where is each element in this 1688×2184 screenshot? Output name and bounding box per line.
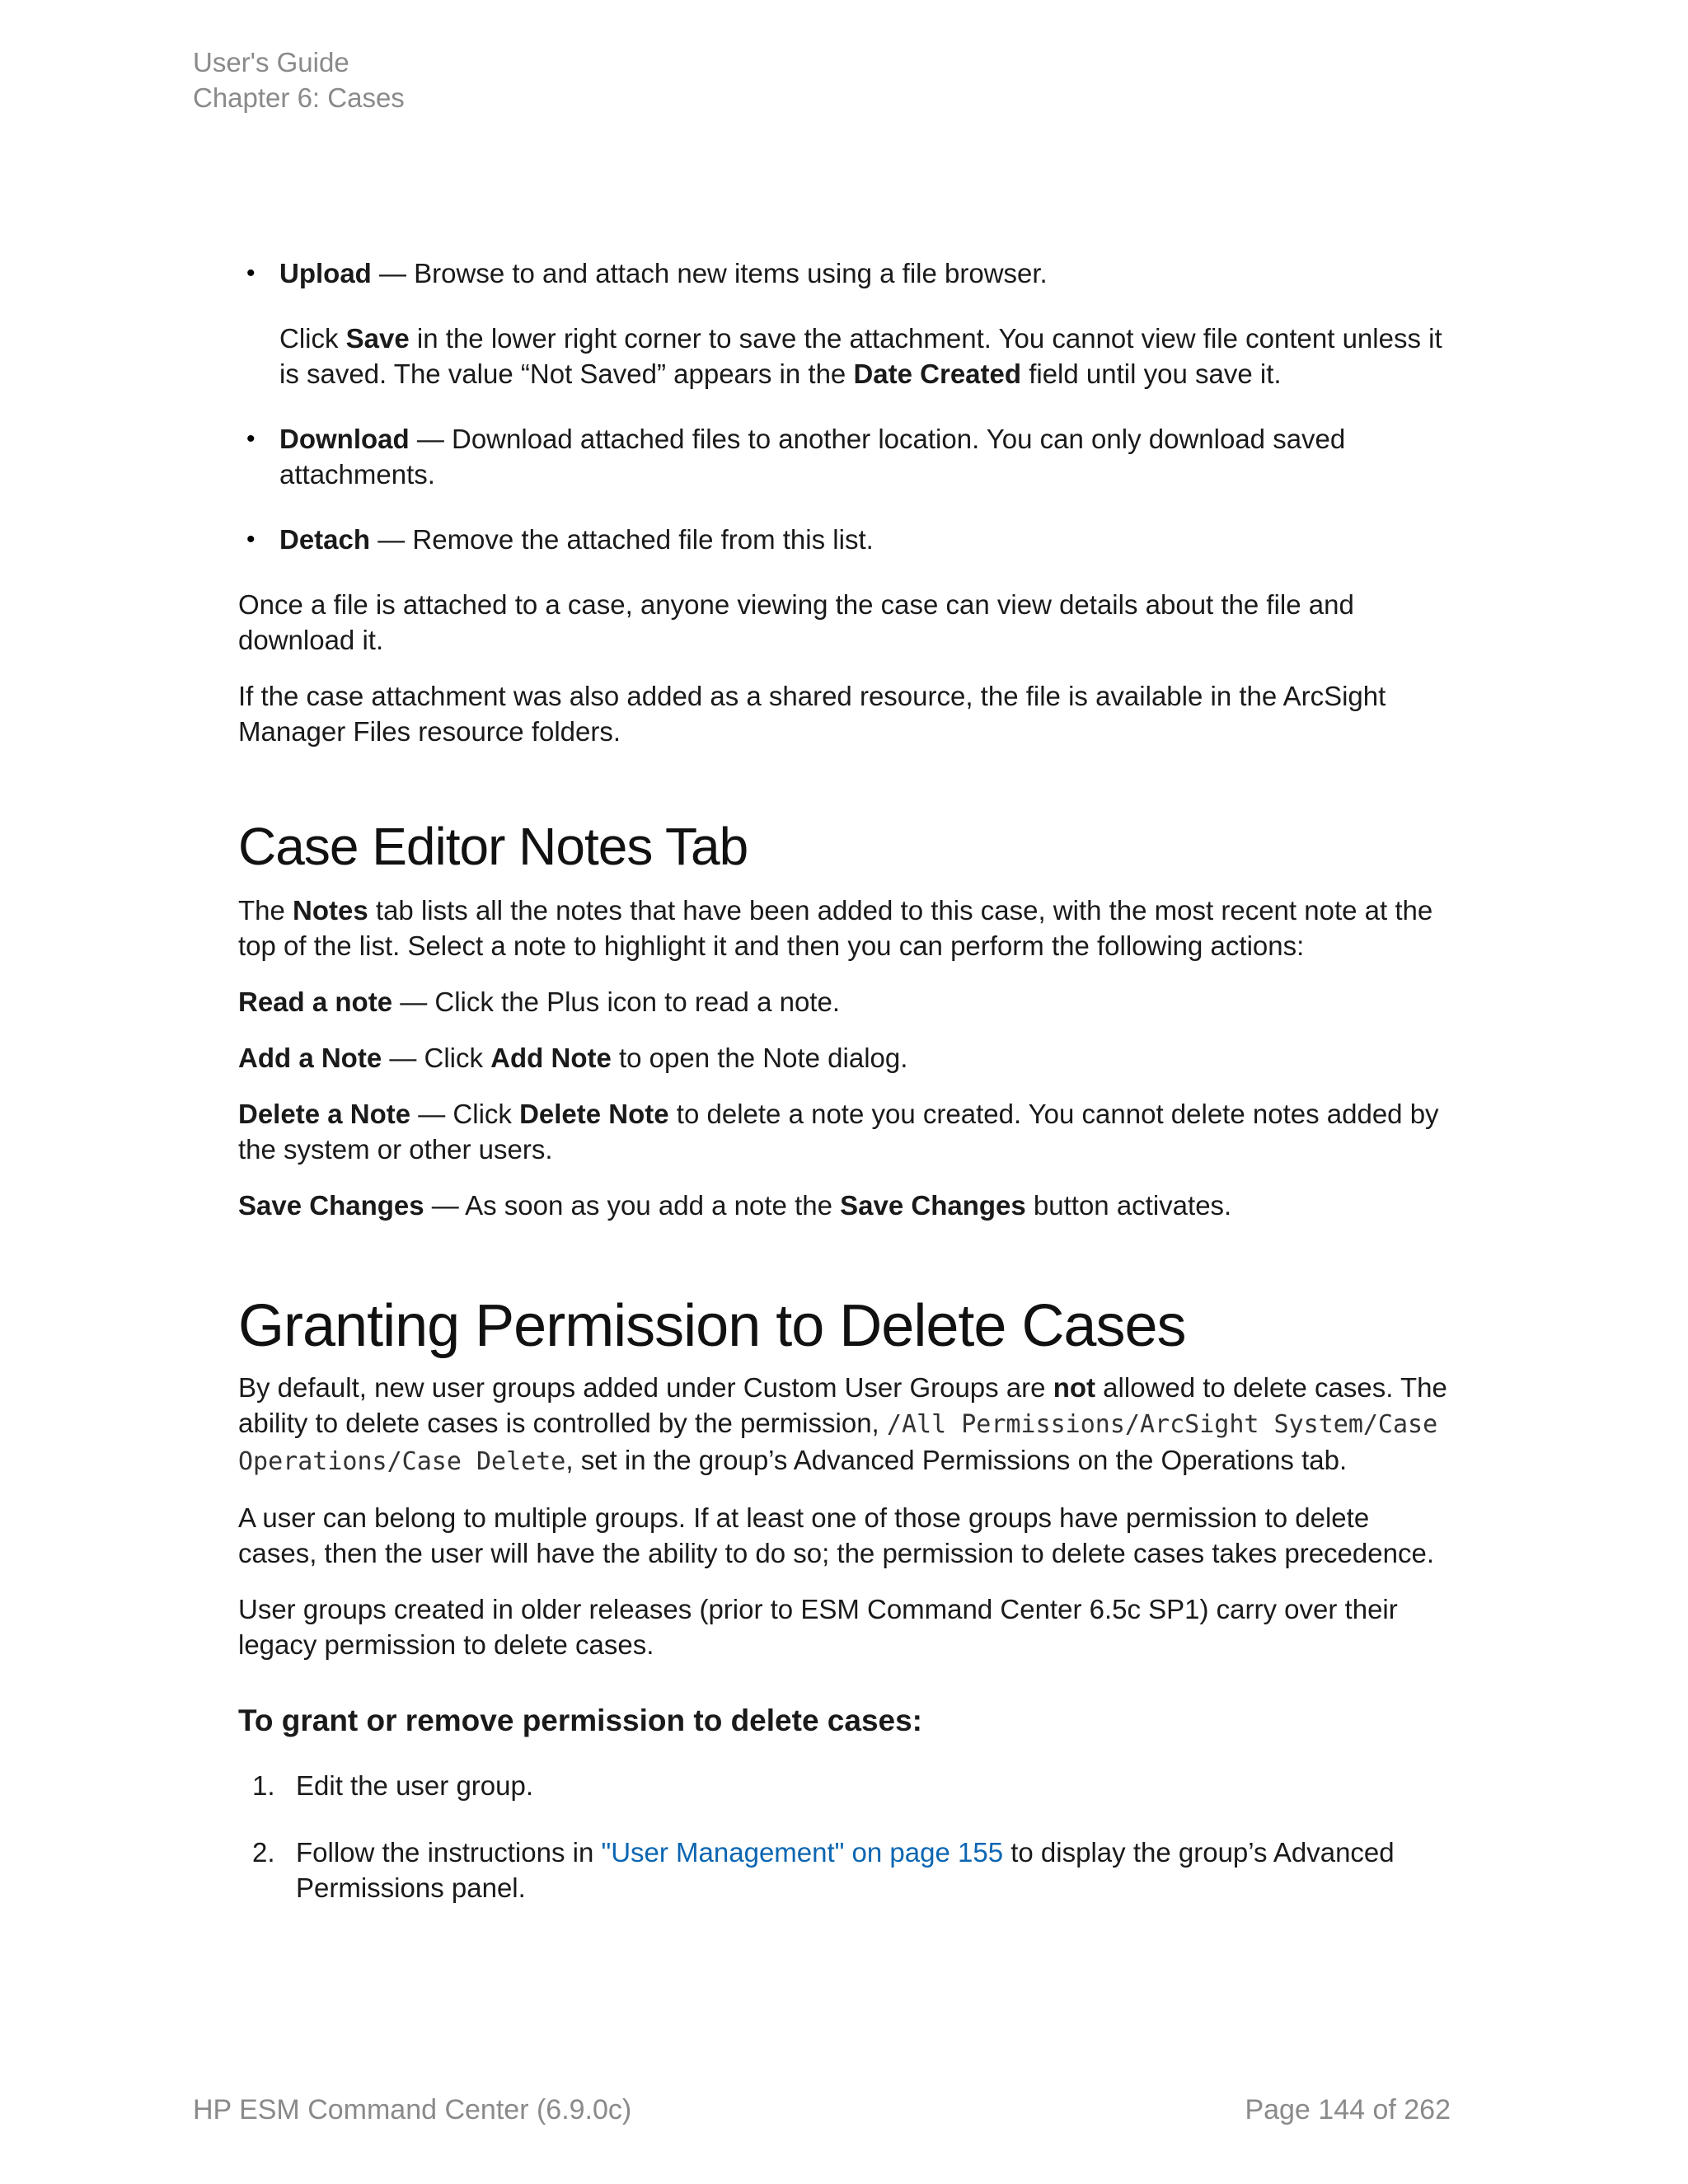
- step-1-text: Edit the user group.: [296, 1770, 534, 1801]
- notes-intro-text-2: tab lists all the notes that have been added to this case, with the most recent note at the top of the list. Select a note to highlight it and then you can perform the following actions:: [238, 895, 1433, 961]
- procedure-heading: To grant or remove permission to delete cases:: [238, 1704, 923, 1737]
- add-note-term: Add a Note: [238, 1043, 382, 1073]
- perm-para-1-text-1: By default, new user groups added under Custom User Groups are: [238, 1372, 1053, 1403]
- delete-permission-heading: Granting Permission to Delete Cases: [238, 1293, 1186, 1359]
- attach-para-2: If the case attachment was also added as a shared resource, the file is available in the ArcSight Manager Files resource folders.: [238, 681, 1386, 747]
- download-text: — Download attached files to another location. You can only download saved attachments.: [279, 424, 1346, 490]
- upload-note-text-3: field until you save it.: [1021, 359, 1282, 389]
- notes-intro-notes: Notes: [293, 895, 368, 926]
- notes-tab-heading: Case Editor Notes Tab: [238, 817, 748, 876]
- save-changes-button-name: Save Changes: [840, 1190, 1026, 1221]
- step-2-text-1: Follow the instructions in: [296, 1837, 602, 1868]
- save-changes-term: Save Changes: [238, 1190, 424, 1221]
- add-note-text-1: — Click: [382, 1043, 491, 1073]
- read-note-text: — Click the Plus icon to read a note.: [392, 987, 840, 1017]
- perm-para-1: [238, 1370, 1450, 1479]
- notes-intro-text-1: The: [238, 895, 293, 926]
- step-2: [238, 1835, 1450, 1905]
- step-1-number: 1.: [252, 1770, 275, 1801]
- user-management-link[interactable]: "User Management" on page 155: [601, 1837, 1004, 1868]
- add-note-para: [238, 1040, 1450, 1076]
- attach-para-1: Once a file is attached to a case, anyone viewing the case can view details about the file and download it.: [238, 589, 1354, 655]
- page-content: [238, 255, 1450, 1905]
- upload-note-text-1: Click: [279, 323, 346, 354]
- step-2-number: 2.: [252, 1837, 275, 1868]
- read-note-para: [238, 984, 1450, 1019]
- header-chapter-title: Chapter 6: Cases: [193, 82, 405, 113]
- perm-para-1-text-2: allowed to delete cases. The ability to delete cases is controlled by the permission,: [238, 1372, 1447, 1438]
- read-note-term: Read a note: [238, 987, 393, 1017]
- download-bullet: [238, 421, 1450, 492]
- delete-note-text-2: to delete a note you created. You cannot delete notes added by the system or other users.: [238, 1099, 1439, 1165]
- detach-bullet: [238, 522, 1450, 557]
- detach-term: Detach: [279, 524, 371, 555]
- save-changes-para: [238, 1188, 1450, 1223]
- perm-para-1-not: not: [1053, 1372, 1096, 1403]
- upload-note: [279, 321, 1450, 391]
- perm-para-2: A user can belong to multiple groups. If at least one of those groups have permission to delete cases, then the user will have the ability to do so; the permission to delete cases takes precedence.: [238, 1502, 1434, 1568]
- header-guide-title: User's Guide: [193, 47, 349, 77]
- notes-intro: [238, 893, 1450, 963]
- save-changes-text-1: — As soon as you add a note the: [424, 1190, 841, 1221]
- delete-note-text-1: — Click: [410, 1099, 520, 1129]
- running-header: [193, 45, 405, 115]
- step-2-text-2: to display the group’s Advanced Permissions panel.: [296, 1837, 1395, 1903]
- footer-product: HP ESM Command Center (6.9.0c): [193, 2094, 632, 2125]
- delete-note-para: [238, 1096, 1450, 1167]
- permission-path-code: /All Permissions/ArcSight System/Case Operations/Case Delete: [238, 1410, 1438, 1476]
- delete-note-button-name: Delete Note: [519, 1099, 669, 1129]
- detach-text: — Remove the attached file from this list.: [370, 524, 874, 555]
- download-term: Download: [279, 424, 410, 454]
- upload-bullet: [238, 255, 1450, 291]
- add-note-button-name: Add Note: [490, 1043, 612, 1073]
- upload-term: Upload: [279, 258, 372, 288]
- step-1: [238, 1768, 1450, 1803]
- save-changes-text-2: button activates.: [1025, 1190, 1232, 1221]
- add-note-text-2: to open the Note dialog.: [611, 1043, 908, 1073]
- upload-text: — Browse to and attach new items using a file browser.: [371, 258, 1048, 288]
- upload-note-text-2: in the lower right corner to save the attachment. You cannot view file content unless it is saved. The value “Not Saved” appears in the: [279, 323, 1442, 389]
- footer-page-number: Page 144 of 262: [1245, 2094, 1451, 2125]
- upload-note-date-created: Date Created: [853, 359, 1022, 389]
- delete-note-term: Delete a Note: [238, 1099, 411, 1129]
- perm-para-1-text-3: , set in the group’s Advanced Permissions on the Operations tab.: [565, 1445, 1348, 1475]
- perm-para-3: User groups created in older releases (prior to ESM Command Center 6.5c SP1) carry over their legacy permission to delete cases.: [238, 1594, 1398, 1660]
- upload-note-save: Save: [345, 323, 410, 354]
